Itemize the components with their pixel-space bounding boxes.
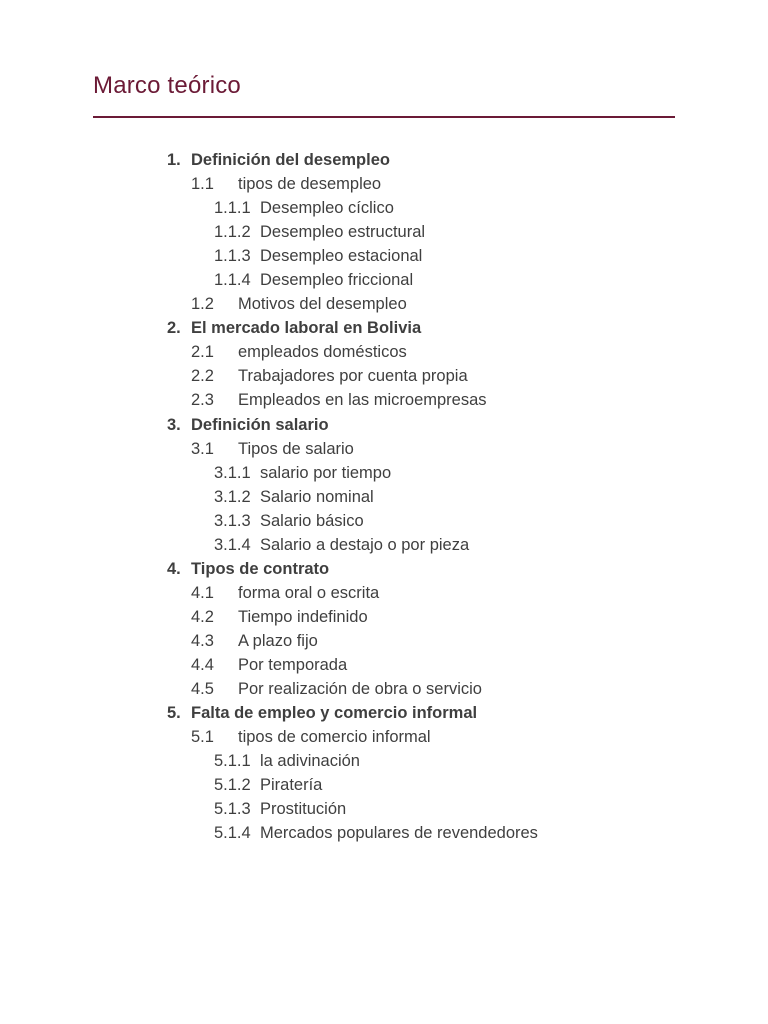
toc-entry-text: tipos de desempleo (238, 175, 382, 194)
toc-entry-number: 5.1.2 (214, 776, 251, 795)
toc-entry (0, 701, 768, 725)
toc-entry-text: Definición salario (191, 415, 329, 434)
toc-entry-number: 5.1.4 (214, 824, 251, 843)
toc-entry (0, 533, 768, 557)
toc-entry-number: 4.3 (191, 631, 214, 650)
toc-entry (0, 629, 768, 653)
toc-entry (0, 653, 768, 677)
toc-entry-number: 4.2 (191, 607, 214, 626)
toc-entry-number: 1.2 (191, 295, 214, 314)
toc-entry (0, 268, 768, 292)
toc-entry-text: Desempleo friccional (260, 271, 414, 290)
toc-entry (0, 821, 768, 845)
toc-entry (0, 725, 768, 749)
page-title: Marco teórico (93, 72, 241, 99)
toc-entry-text: Tipos de salario (238, 439, 354, 458)
toc-entry (0, 172, 768, 196)
toc-entry-text: Trabajadores por cuenta propia (238, 367, 468, 386)
toc-entry (0, 749, 768, 773)
toc-entry-number: 2.3 (191, 391, 214, 410)
toc-entry-text: forma oral o escrita (238, 583, 380, 602)
toc-entry-number: 4.5 (191, 680, 214, 699)
toc-entry (0, 677, 768, 701)
toc-entry-number: 1.1.1 (214, 199, 251, 218)
title-divider (93, 116, 675, 118)
toc-entry (0, 244, 768, 268)
toc-entry (0, 148, 768, 172)
table-of-contents (0, 148, 768, 845)
toc-entry (0, 437, 768, 461)
toc-entry-text: tipos de comercio informal (238, 728, 431, 747)
toc-entry-text: Definición del desempleo (191, 151, 390, 169)
toc-entry-text: Por realización de obra o servicio (238, 680, 482, 699)
toc-entry (0, 605, 768, 629)
toc-entry-number: 3. (167, 415, 181, 434)
toc-entry (0, 196, 768, 220)
toc-entry (0, 557, 768, 581)
toc-entry (0, 509, 768, 533)
toc-entry (0, 316, 768, 340)
toc-entry (0, 220, 768, 244)
toc-entry-number: 4.1 (191, 583, 214, 602)
toc-entry-text: Desempleo estructural (260, 223, 426, 242)
toc-entry (0, 461, 768, 485)
toc-entry (0, 340, 768, 364)
toc-entry-number: 3.1.2 (214, 487, 251, 506)
toc-entry-number: 5.1.1 (214, 752, 251, 771)
toc-entry-text: Falta de empleo y comercio informal (191, 704, 478, 723)
toc-entry-text: El mercado laboral en Bolivia (191, 319, 422, 338)
toc-entry-number: 3.1 (191, 439, 214, 458)
toc-entry-text: Piratería (260, 776, 323, 795)
toc-entry-number: 5.1 (191, 728, 214, 747)
toc-entry-text: Desempleo estacional (260, 247, 423, 266)
toc-entry-text: Salario básico (260, 511, 364, 530)
toc-entry (0, 413, 768, 437)
toc-entry-text: Prostitución (260, 800, 347, 819)
toc-entry (0, 773, 768, 797)
toc-entry-number: 5. (167, 704, 181, 723)
toc-entry (0, 581, 768, 605)
toc-entry-number: 4. (167, 559, 181, 578)
toc-entry-number: 3.1.3 (214, 511, 251, 530)
toc-entry-text: salario por tiempo (260, 463, 392, 482)
toc-entry-text: Empleados en las microempresas (238, 391, 487, 410)
toc-entry-text: Mercados populares de revendedores (260, 824, 538, 843)
toc-entry (0, 364, 768, 388)
toc-entry-number: 1. (167, 151, 181, 169)
toc-entry (0, 797, 768, 821)
toc-entry-number: 3.1.1 (214, 463, 251, 482)
toc-entry-text: A plazo fijo (238, 631, 318, 650)
toc-entry-number: 5.1.3 (214, 800, 251, 819)
toc-entry-number: 2.1 (191, 343, 214, 362)
toc-entry-text: Motivos del desempleo (238, 295, 407, 314)
toc-entry (0, 292, 768, 316)
toc-entry-text: Desempleo cíclico (260, 199, 394, 218)
toc-entry (0, 388, 768, 412)
toc-entry-number: 1.1 (191, 175, 214, 194)
toc-entry-text: Tipos de contrato (191, 559, 330, 578)
toc-entry (0, 485, 768, 509)
toc-entry-text: empleados domésticos (238, 343, 407, 362)
toc-entry-text: Tiempo indefinido (238, 607, 368, 626)
toc-entry-number: 1.1.3 (214, 247, 251, 266)
toc-entry-text: la adivinación (260, 752, 360, 771)
toc-entry-number: 1.1.2 (214, 223, 251, 242)
toc-entry-number: 2. (167, 319, 181, 338)
toc-entry-text: Salario a destajo o por pieza (260, 535, 470, 554)
toc-entry-text: Por temporada (238, 655, 348, 674)
toc-entry-number: 3.1.4 (214, 535, 251, 554)
toc-entry-number: 1.1.4 (214, 271, 251, 290)
toc-entry-number: 4.4 (191, 655, 214, 674)
toc-entry-number: 2.2 (191, 367, 214, 386)
toc-entry-text: Salario nominal (260, 487, 374, 506)
